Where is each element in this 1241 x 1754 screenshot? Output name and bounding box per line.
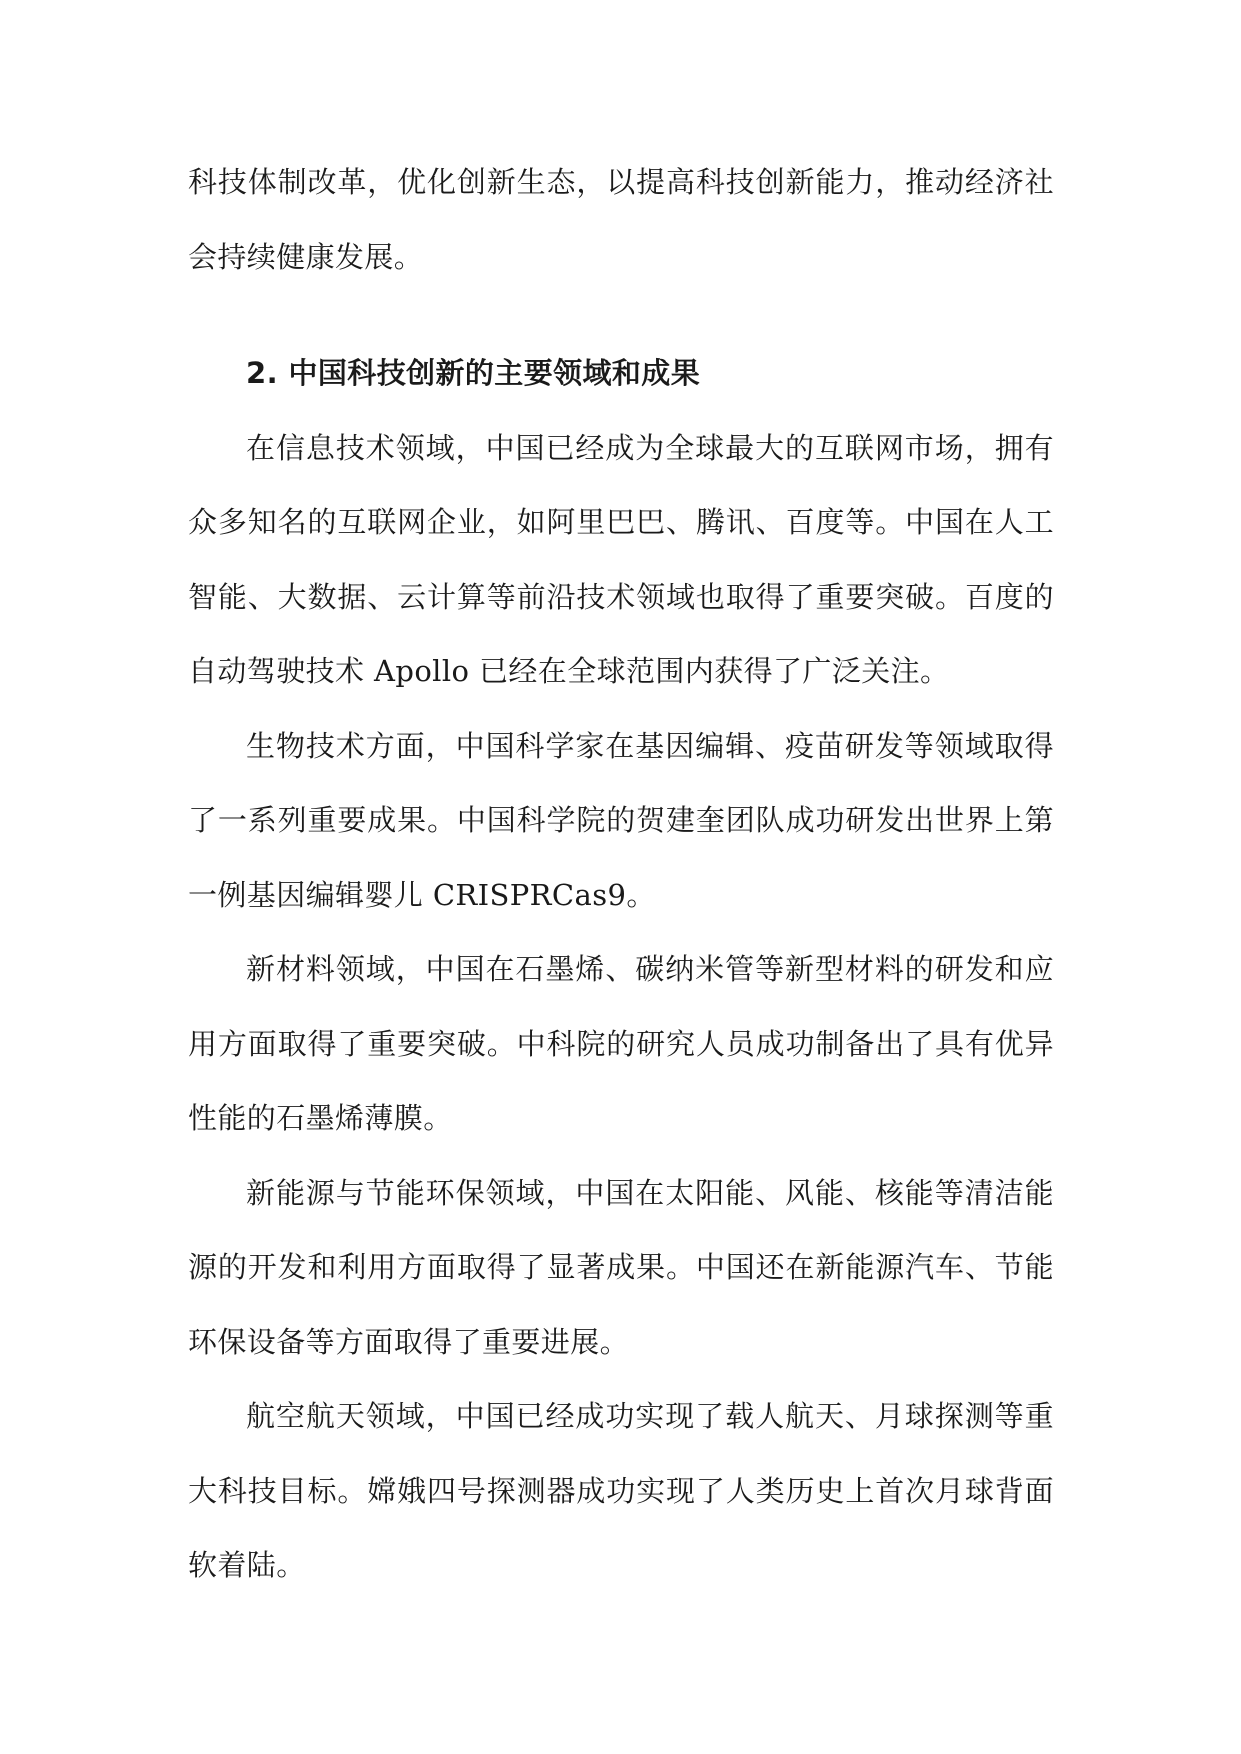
section-gap [188, 294, 1054, 336]
paragraph-new-energy: 新能源与节能环保领域，中国在太阳能、风能、核能等清洁能源的开发和利用方面取得了显著成果。中国还在新能源汽车、节能环保设备等方面取得了重要进展。 [188, 1175, 1054, 1359]
paragraph-aerospace: 航空航天领域，中国已经成功实现了载人航天、月球探测等重大科技目标。嫦娥四号探测器成功实现了人类历史上首次月球背面软着陆。 [188, 1399, 1054, 1582]
section-heading: 2. 中国科技创新的主要领域和成果 [246, 356, 701, 390]
paragraph-new-materials: 新材料领域，中国在石墨烯、碳纳米管等新型材料的研发和应用方面取得了重要突破。中科院的研究人员成功制备出了具有优异性能的石墨烯薄膜。 [188, 952, 1054, 1135]
document-body [188, 145, 1054, 1603]
paragraph-information-technology: 在信息技术领域，中国已经成为全球最大的互联网市场，拥有众多知名的互联网企业，如阿里巴巴、腾讯、百度等。中国在人工智能、大数据、云计算等前沿技术领域也取得了重要突破。百度的自动驾驶技术 Apollo 已经在全球范围内获得了广泛关注。 [188, 430, 1054, 688]
continuation-paragraph: 科技体制改革，优化创新生态，以提高科技创新能力，推动经济社会持续健康发展。 [188, 165, 1054, 274]
paragraph-biotechnology: 生物技术方面，中国科学家在基因编辑、疫苗研发等领域取得了一系列重要成果。中国科学院的贺建奎团队成功研发出世界上第一例基因编辑婴儿 CRISPRCas9。 [188, 728, 1054, 912]
